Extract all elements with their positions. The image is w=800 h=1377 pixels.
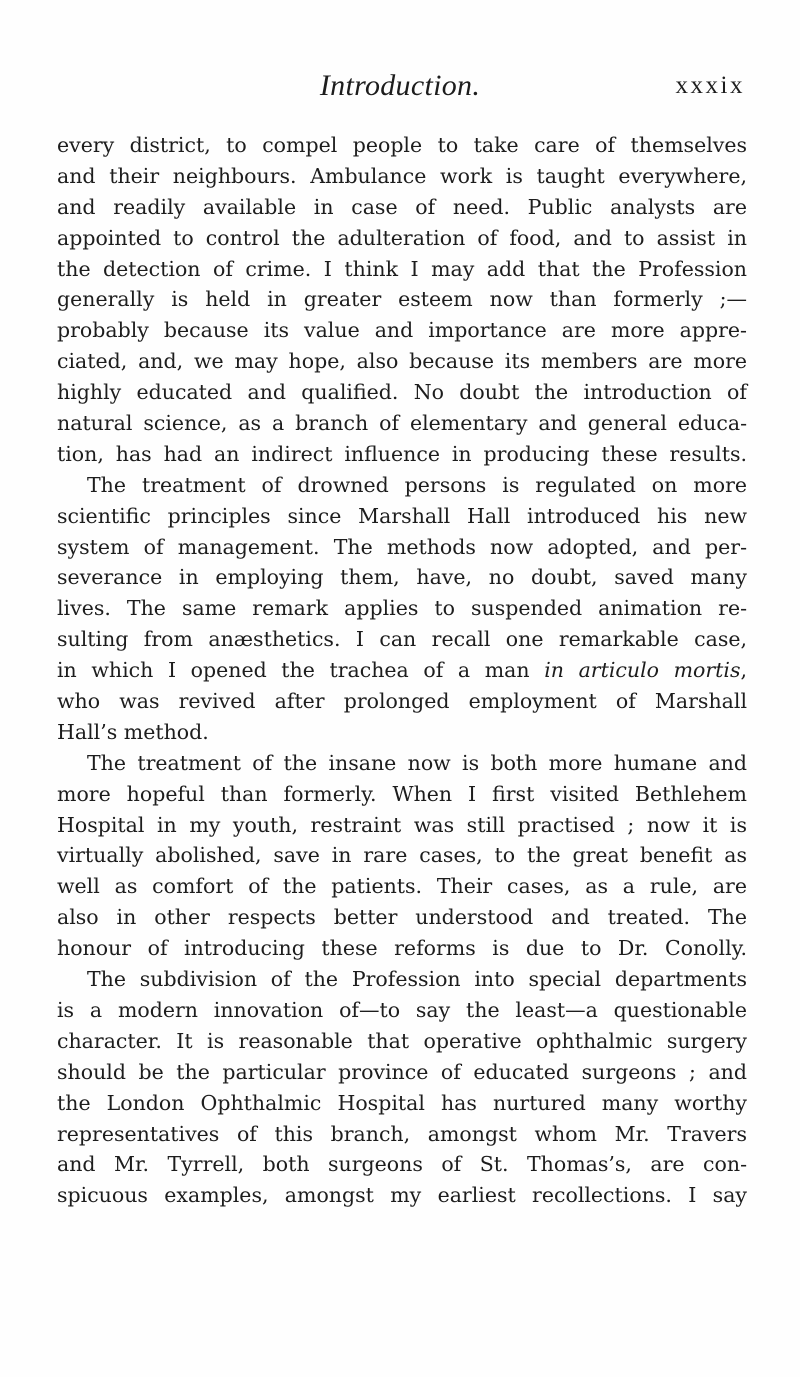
text-line: virtually abolished, save in rare cases, to the great benefit as (57, 843, 747, 868)
text-line: scientific principles since Marshall Hall introduced his new (57, 503, 747, 528)
text-line: and their neighbours. Ambulance work is taught everywhere, (57, 163, 747, 188)
text-line-with-latin-phrase (57, 655, 747, 686)
text-line: highly educated and qualified. No doubt the introduction of (57, 380, 747, 405)
text-line: representatives of this branch, amongst whom Mr. Travers (57, 1121, 747, 1146)
text-line: lives. The same remark applies to suspended animation re- (57, 596, 747, 621)
text-line: probably because its value and importance are more appre- (57, 318, 747, 343)
text-line: generally is held in greater esteem now than formerly ;— (57, 287, 747, 312)
body-text (57, 130, 747, 1211)
text-line: the London Ophthalmic Hospital has nurtured many worthy (57, 1090, 747, 1115)
text-line: appointed to control the adulteration of food, and to assist in (57, 225, 747, 250)
paragraph-start-line: The treatment of the insane now is both more humane and (87, 750, 747, 775)
text-line: character. It is reasonable that operative ophthalmic surgery (57, 1028, 747, 1053)
text-line: well as comfort of the patients. Their cases, as a rule, are (57, 874, 747, 899)
text-line: system of management. The methods now adopted, and per- (57, 534, 747, 559)
text-line: and Mr. Tyrrell, both surgeons of St. Thomas’s, are con- (57, 1152, 747, 1177)
running-title: Introduction. (319, 69, 481, 102)
paragraph-start-line: The treatment of drowned persons is regulated on more (87, 472, 747, 497)
text-line: Hospital in my youth, restraint was still practised ; now it is (57, 812, 747, 837)
text-line: more hopeful than formerly. When I first visited Bethlehem (57, 781, 747, 806)
text-line: tion, has had an indirect influence in producing these results. (57, 441, 747, 466)
page-number: xxxix (675, 72, 745, 99)
text-line: severance in employing them, have, no doubt, saved many (57, 565, 747, 590)
text-line: and readily available in case of need. Public analysts are (57, 194, 747, 219)
text-line: who was revived after prolonged employment of Marshall (57, 689, 747, 714)
text-line: natural science, as a branch of elementary and general educa- (57, 411, 747, 436)
running-header (0, 66, 800, 106)
text-line: is a modern innovation of—to say the least—a questionable (57, 997, 747, 1022)
text-line: the detection of crime. I think I may add that the Profession (57, 256, 747, 281)
text-line: sulting from anæsthetics. I can recall one remarkable case, (57, 627, 747, 652)
text-line: ciated, and, we may hope, also because its members are more (57, 349, 747, 374)
text-line: should be the particular province of educated surgeons ; and (57, 1059, 747, 1084)
text-line: spicuous examples, amongst my earliest recollections. I say (57, 1183, 747, 1208)
latin-phrase: in articulo mortis (544, 658, 741, 683)
text-line: also in other respects better understood and treated. The (57, 905, 747, 930)
line-text-before: in which I opened the trachea of a man (57, 658, 545, 683)
paragraph-end-line: Hall’s method. (57, 719, 209, 744)
text-line: every district, to compel people to take care of themselves (57, 133, 747, 157)
line-text-after: , (740, 658, 747, 683)
paragraph-start-line: The subdivision of the Profession into special departments (87, 967, 747, 992)
text-line: honour of introducing these reforms is due to Dr. Conolly. (57, 936, 747, 961)
